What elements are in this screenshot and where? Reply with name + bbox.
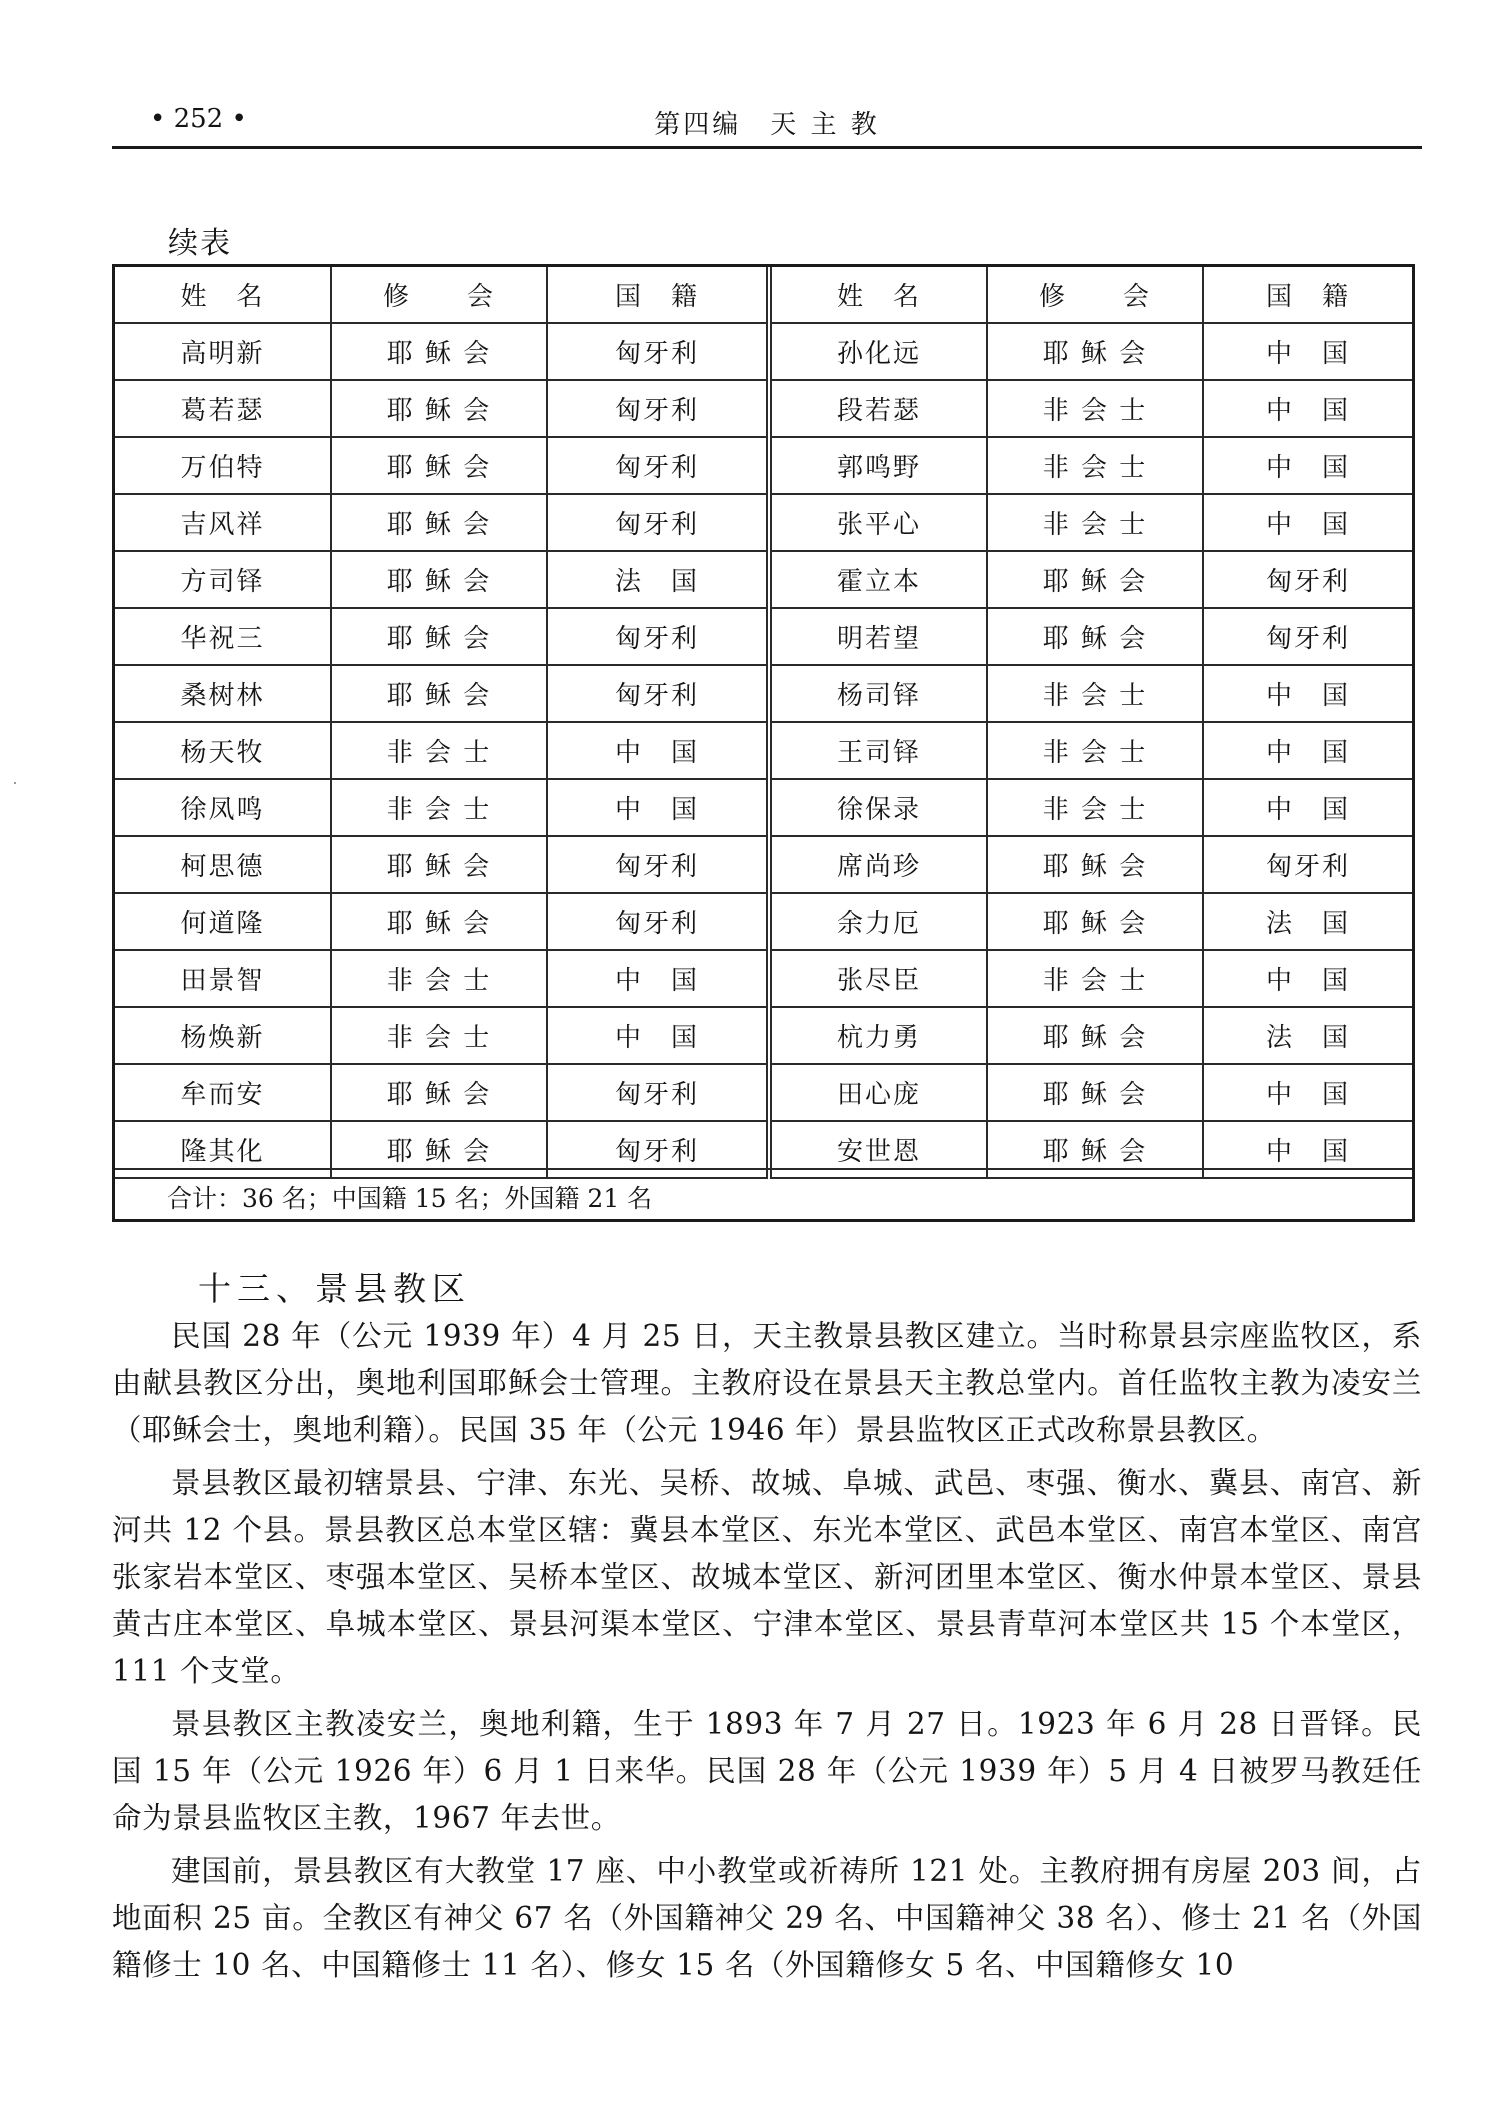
cell-order-left: 非 会 士 (331, 779, 547, 836)
cell-order-left: 耶 稣 会 (331, 323, 547, 380)
roster-table-frame (112, 264, 1415, 1222)
cell-name-right: 霍立本 (769, 551, 987, 608)
cell-order-right: 耶 稣 会 (987, 608, 1203, 665)
cell-nationality-left: 匈牙利 (547, 1121, 769, 1178)
cell-nationality-left: 匈牙利 (547, 893, 769, 950)
body-text (112, 1313, 1422, 1995)
cell-nationality-left: 中 国 (547, 1007, 769, 1064)
cell-name-left: 柯思德 (115, 836, 331, 893)
table-row (115, 950, 1412, 1007)
cell-nationality-left: 匈牙利 (547, 380, 769, 437)
cell-name-right: 田心庞 (769, 1064, 987, 1121)
chapter-title: 第四编 天 主 教 (654, 110, 880, 140)
cell-nationality-right: 法 国 (1203, 1007, 1412, 1064)
cell-order-left: 耶 稣 会 (331, 380, 547, 437)
cell-name-right: 明若望 (769, 608, 987, 665)
cell-order-left: 非 会 士 (331, 950, 547, 1007)
cell-nationality-right: 中 国 (1203, 1064, 1412, 1121)
cell-order-right: 耶 稣 会 (987, 893, 1203, 950)
cell-name-right: 张平心 (769, 494, 987, 551)
cell-name-right: 段若瑟 (769, 380, 987, 437)
cell-nationality-left: 匈牙利 (547, 494, 769, 551)
cell-nationality-left: 匈牙利 (547, 608, 769, 665)
cell-order-left: 耶 稣 会 (331, 1064, 547, 1121)
cell-name-right: 郭鸣野 (769, 437, 987, 494)
cell-nationality-right: 匈牙利 (1203, 836, 1412, 893)
cell-order-left: 耶 稣 会 (331, 836, 547, 893)
cell-order-left: 耶 稣 会 (331, 494, 547, 551)
table-row (115, 779, 1412, 836)
cell-order-right: 耶 稣 会 (987, 1007, 1203, 1064)
cell-order-left: 耶 稣 会 (331, 608, 547, 665)
column-header-order-right: 修 会 (987, 267, 1203, 323)
column-header-name-right: 姓 名 (769, 267, 987, 323)
cell-nationality-right: 匈牙利 (1203, 551, 1412, 608)
cell-name-right: 杨司铎 (769, 665, 987, 722)
cell-name-left: 田景智 (115, 950, 331, 1007)
cell-name-left: 徐凤鸣 (115, 779, 331, 836)
cell-name-right: 安世恩 (769, 1121, 987, 1178)
table-caption: 续表 (168, 226, 232, 261)
cell-nationality-right: 中 国 (1203, 494, 1412, 551)
cell-order-right: 非 会 士 (987, 380, 1203, 437)
cell-order-right: 耶 稣 会 (987, 1064, 1203, 1121)
cell-order-right: 耶 稣 会 (987, 836, 1203, 893)
running-header (112, 100, 1422, 149)
table-row (115, 437, 1412, 494)
cell-nationality-right: 匈牙利 (1203, 608, 1412, 665)
cell-name-right: 余力厄 (769, 893, 987, 950)
cell-order-right: 非 会 士 (987, 665, 1203, 722)
cell-nationality-right: 中 国 (1203, 950, 1412, 1007)
cell-nationality-right: 中 国 (1203, 722, 1412, 779)
cell-order-right: 耶 稣 会 (987, 323, 1203, 380)
paragraph: 景县教区最初辖景县、宁津、东光、吴桥、故城、阜城、武邑、枣强、衡水、冀县、南宫、新河共 12 个县。景县教区总本堂区辖：冀县本堂区、东光本堂区、武邑本堂区、南宫本堂区、南宫张家岩本堂区、枣强本堂区、吴桥本堂区、故城本堂区、新河团里本堂区、衡水仲景本堂区、景县黄古庄本堂区、阜城本堂区、景县河渠本堂区、宁津本堂区、景县青草河本堂区共 15 个本堂区，111 个支堂。 (112, 1466, 1422, 1688)
paragraph: 景县教区主教凌安兰，奥地利籍，生于 1893 年 7 月 27 日。1923 年 6 月 28 日晋铎。民国 15 年（公元 1926 年）6 月 1 日来华。民国 28 年（公元 1939 年）5 月 4 日被罗马教廷任命为景县监牧区主教，1967 年去世。 (112, 1707, 1422, 1835)
table-row (115, 494, 1412, 551)
cell-order-right: 耶 稣 会 (987, 1121, 1203, 1178)
cell-order-left: 耶 稣 会 (331, 1121, 547, 1178)
cell-name-right: 王司铎 (769, 722, 987, 779)
table-total-row (115, 1168, 1412, 1219)
column-header-nationality-left: 国 籍 (547, 267, 769, 323)
cell-name-left: 隆其化 (115, 1121, 331, 1178)
table-header-row (115, 267, 1412, 323)
cell-name-left: 高明新 (115, 323, 331, 380)
cell-name-right: 杭力勇 (769, 1007, 987, 1064)
cell-name-left: 华祝三 (115, 608, 331, 665)
cell-nationality-right: 中 国 (1203, 323, 1412, 380)
cell-name-left: 桑树林 (115, 665, 331, 722)
cell-order-left: 耶 稣 会 (331, 665, 547, 722)
table-row (115, 1064, 1412, 1121)
table-total: 合计：36 名；中国籍 15 名；外国籍 21 名 (167, 1184, 653, 1213)
table-row (115, 380, 1412, 437)
column-header-order-left: 修 会 (331, 267, 547, 323)
table-row (115, 722, 1412, 779)
cell-order-right: 耶 稣 会 (987, 551, 1203, 608)
page-number: • 252 • (150, 104, 247, 134)
cell-nationality-right: 法 国 (1203, 893, 1412, 950)
cell-name-left: 方司铎 (115, 551, 331, 608)
cell-name-left: 吉风祥 (115, 494, 331, 551)
roster-table (115, 267, 1412, 1179)
cell-name-left: 何道隆 (115, 893, 331, 950)
table-row (115, 551, 1412, 608)
cell-order-left: 耶 稣 会 (331, 437, 547, 494)
cell-nationality-left: 中 国 (547, 950, 769, 1007)
paragraph: 民国 28 年（公元 1939 年）4 月 25 日，天主教景县教区建立。当时称景县宗座监牧区，系由献县教区分出，奥地利国耶稣会士管理。主教府设在景县天主教总堂内。首任监牧主教为凌安兰（耶稣会士，奥地利籍）。民国 35 年（公元 1946 年）景县监牧区正式改称景县教区。 (112, 1319, 1422, 1447)
cell-nationality-right: 中 国 (1203, 779, 1412, 836)
table-body (115, 323, 1412, 1178)
cell-name-right: 孙化远 (769, 323, 987, 380)
cell-order-right: 非 会 士 (987, 437, 1203, 494)
cell-name-right: 徐保录 (769, 779, 987, 836)
cell-name-right: 席尚珍 (769, 836, 987, 893)
cell-order-left: 耶 稣 会 (331, 893, 547, 950)
cell-nationality-left: 中 国 (547, 779, 769, 836)
cell-nationality-left: 法 国 (547, 551, 769, 608)
cell-nationality-right: 中 国 (1203, 437, 1412, 494)
scan-speck (14, 782, 16, 784)
cell-nationality-left: 匈牙利 (547, 323, 769, 380)
table-row (115, 836, 1412, 893)
cell-nationality-left: 匈牙利 (547, 665, 769, 722)
table-row (115, 665, 1412, 722)
cell-name-left: 万伯特 (115, 437, 331, 494)
table-row (115, 1007, 1412, 1064)
cell-order-left: 耶 稣 会 (331, 551, 547, 608)
cell-name-left: 杨焕新 (115, 1007, 331, 1064)
cell-nationality-right: 中 国 (1203, 380, 1412, 437)
cell-name-left: 葛若瑟 (115, 380, 331, 437)
column-header-name-left: 姓 名 (115, 267, 331, 323)
cell-nationality-right: 中 国 (1203, 665, 1412, 722)
cell-order-right: 非 会 士 (987, 950, 1203, 1007)
cell-order-right: 非 会 士 (987, 779, 1203, 836)
cell-name-right: 张尽臣 (769, 950, 987, 1007)
cell-nationality-left: 匈牙利 (547, 437, 769, 494)
table-row (115, 893, 1412, 950)
table-row (115, 608, 1412, 665)
cell-order-right: 非 会 士 (987, 722, 1203, 779)
cell-nationality-left: 中 国 (547, 722, 769, 779)
cell-nationality-left: 匈牙利 (547, 1064, 769, 1121)
cell-order-left: 非 会 士 (331, 722, 547, 779)
cell-name-left: 牟而安 (115, 1064, 331, 1121)
cell-nationality-left: 匈牙利 (547, 836, 769, 893)
cell-nationality-right: 中 国 (1203, 1121, 1412, 1178)
cell-order-right: 非 会 士 (987, 494, 1203, 551)
cell-order-left: 非 会 士 (331, 1007, 547, 1064)
cell-name-left: 杨天牧 (115, 722, 331, 779)
table-row (115, 323, 1412, 380)
section-heading: 十三、景县教区 (198, 1269, 471, 1308)
paragraph: 建国前，景县教区有大教堂 17 座、中小教堂或祈祷所 121 处。主教府拥有房屋 203 间，占地面积 25 亩。全教区有神父 67 名（外国籍神父 29 名、中国籍神父 38 名）、修士 21 名（外国籍修士 10 名、中国籍修士 11 名）、修女 15 名（外国籍修女 5 名、中国籍修女 10 (112, 1854, 1422, 1982)
column-header-nationality-right: 国 籍 (1203, 267, 1412, 323)
